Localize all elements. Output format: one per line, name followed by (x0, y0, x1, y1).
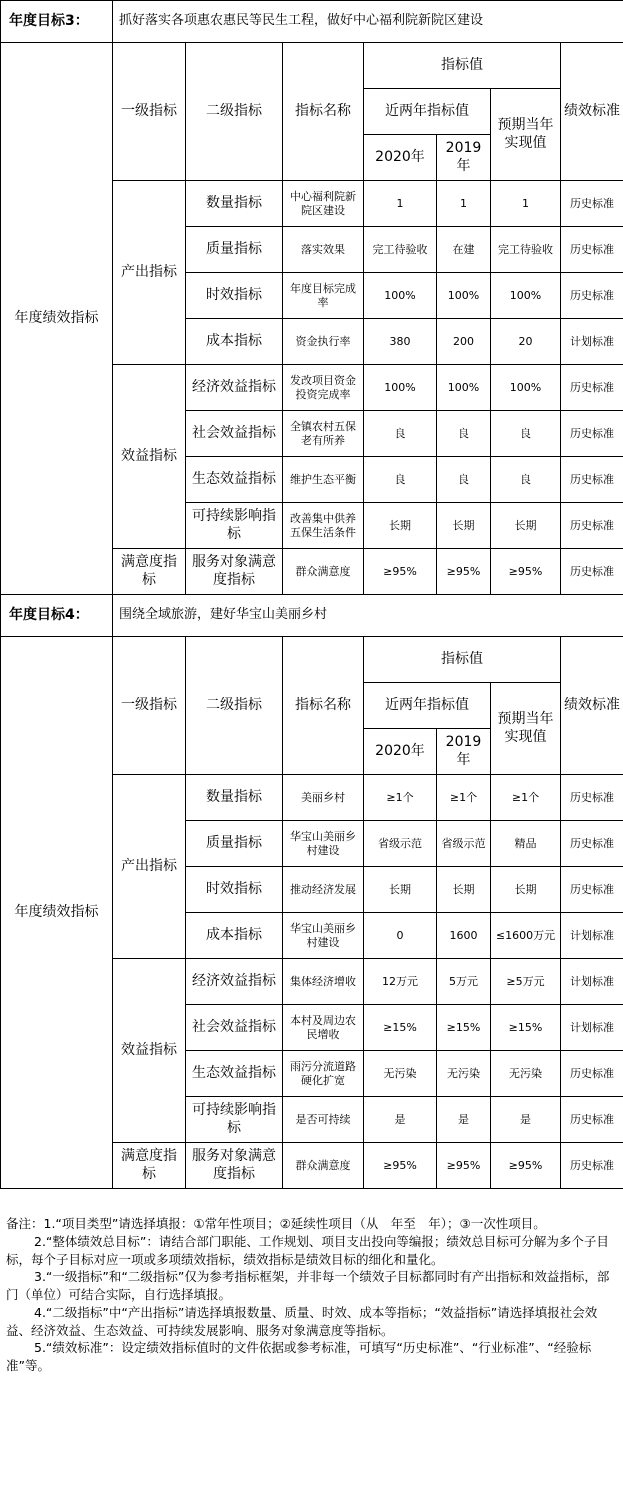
value-2019-cell: 在建 (437, 227, 491, 273)
expected-value-cell: 精品 (491, 821, 561, 867)
header-level1: 一级指标 (113, 43, 186, 181)
level2-cell: 可持续影响指标 (186, 503, 283, 549)
metric-name-cell: 华宝山美丽乡村建设 (283, 821, 364, 867)
value-2020-cell: 是 (364, 1097, 437, 1143)
metric-name-cell: 年度目标完成率 (283, 273, 364, 319)
value-2020-cell: ≥95% (364, 549, 437, 595)
expected-value-cell: 20 (491, 319, 561, 365)
standard-cell: 历史标准 (561, 457, 623, 503)
note-3: 3.“一级指标”和“二级指标”仅为参考指标框架，并非每一个绩效子目标都同时有产出指标和效益指标，部门（单位）可结合实际，自行选择填报。 (6, 1269, 610, 1302)
expected-value-cell: 长期 (491, 503, 561, 549)
value-2019-cell: 良 (437, 411, 491, 457)
value-2019-cell: ≥15% (437, 1005, 491, 1051)
standard-cell: 历史标准 (561, 549, 623, 595)
value-2020-cell: 长期 (364, 503, 437, 549)
level2-cell: 成本指标 (186, 913, 283, 959)
value-2020-cell: 长期 (364, 867, 437, 913)
expected-value-cell: 良 (491, 411, 561, 457)
standard-cell: 计划标准 (561, 913, 623, 959)
header-row (1, 637, 623, 683)
standard-cell: 历史标准 (561, 365, 623, 411)
metric-name-cell: 改善集中供养五保生活条件 (283, 503, 364, 549)
goal-label: 年度目标3： (1, 1, 113, 43)
header-recent-two-years: 近两年指标值 (364, 89, 491, 135)
header-indicator-value: 指标值 (364, 43, 561, 89)
value-2019-cell: 100% (437, 273, 491, 319)
level2-cell: 服务对象满意度指标 (186, 549, 283, 595)
note-2: 2.“整体绩效总目标”：请结合部门职能、工作规划、项目支出投向等编报；绩效总目标可分解为多个子目标，每个子目标对应一项或多项绩效指标，绩效指标是绩效目标的细化和量化。 (6, 1233, 609, 1267)
expected-value-cell: 100% (491, 365, 561, 411)
level2-cell: 生态效益指标 (186, 1051, 283, 1097)
section-label: 年度绩效指标 (1, 43, 113, 595)
header-level1: 一级指标 (113, 637, 186, 775)
note-5: 5.“绩效标准”：设定绩效指标值时的文件依据或参考标准，可填写“历史标准”、“行业标准”、“经验标准”等。 (6, 1340, 592, 1373)
metric-name-cell: 华宝山美丽乡村建设 (283, 913, 364, 959)
value-2019-cell: 无污染 (437, 1051, 491, 1097)
level2-cell: 数量指标 (186, 775, 283, 821)
expected-value-cell: 良 (491, 457, 561, 503)
metric-name-cell: 维护生态平衡 (283, 457, 364, 503)
standard-cell: 历史标准 (561, 1051, 623, 1097)
metric-name-cell: 群众满意度 (283, 549, 364, 595)
value-2020-cell: 无污染 (364, 1051, 437, 1097)
header-expected: 预期当年实现值 (491, 683, 561, 775)
expected-value-cell: ≤1600万元 (491, 913, 561, 959)
header-metric-name: 指标名称 (283, 637, 364, 775)
standard-cell: 历史标准 (561, 1097, 623, 1143)
header-recent-two-years: 近两年指标值 (364, 683, 491, 729)
goal-row (1, 595, 623, 637)
level2-cell: 经济效益指标 (186, 959, 283, 1005)
level2-cell: 社会效益指标 (186, 1005, 283, 1051)
value-2019-cell: 长期 (437, 503, 491, 549)
expected-value-cell: 长期 (491, 867, 561, 913)
header-standard: 绩效标准 (561, 43, 623, 181)
expected-value-cell: 1 (491, 181, 561, 227)
standard-cell: 历史标准 (561, 411, 623, 457)
expected-value-cell: 100% (491, 273, 561, 319)
metric-name-cell: 资金执行率 (283, 319, 364, 365)
value-2020-cell: 1 (364, 181, 437, 227)
standard-cell: 计划标准 (561, 959, 623, 1005)
level2-cell: 生态效益指标 (186, 457, 283, 503)
header-row (1, 43, 623, 89)
level2-cell: 服务对象满意度指标 (186, 1143, 283, 1189)
header-level2: 二级指标 (186, 637, 283, 775)
goal-text: 抓好落实各项惠农惠民等民生工程，做好中心福利院新院区建设 (113, 1, 623, 43)
value-2019-cell: ≥95% (437, 1143, 491, 1189)
value-2020-cell: 100% (364, 365, 437, 411)
standard-cell: 历史标准 (561, 503, 623, 549)
level1-cell: 满意度指标 (113, 1143, 186, 1189)
value-2020-cell: ≥1个 (364, 775, 437, 821)
value-2020-cell: 良 (364, 457, 437, 503)
value-2020-cell: 12万元 (364, 959, 437, 1005)
metric-name-cell: 集体经济增收 (283, 959, 364, 1005)
value-2020-cell: 省级示范 (364, 821, 437, 867)
header-standard: 绩效标准 (561, 637, 623, 775)
header-year-2019: 2019年 (437, 135, 491, 181)
level2-cell: 时效指标 (186, 867, 283, 913)
level2-cell: 经济效益指标 (186, 365, 283, 411)
metric-name-cell: 推动经济发展 (283, 867, 364, 913)
metric-name-cell: 雨污分流道路硬化扩宽 (283, 1051, 364, 1097)
level2-cell: 质量指标 (186, 821, 283, 867)
value-2020-cell: 100% (364, 273, 437, 319)
note-4: 4.“二级指标”中“产出指标”请选择填报数量、质量、时效、成本等指标；“效益指标”请选择填报社会效益、经济效益、生态效益、可持续发展影响、服务对象满意度等指标。 (6, 1304, 598, 1338)
metric-name-cell: 是否可持续 (283, 1097, 364, 1143)
header-metric-name: 指标名称 (283, 43, 364, 181)
metric-name-cell: 本村及周边农民增收 (283, 1005, 364, 1051)
standard-cell: 历史标准 (561, 1143, 623, 1189)
note-1: 备注：1.“项目类型”请选择填报：①常年性项目；②延续性项目（从 年至 年）；③一次性项目。 (6, 1216, 546, 1231)
value-2020-cell: ≥15% (364, 1005, 437, 1051)
value-2020-cell: 0 (364, 913, 437, 959)
metric-name-cell: 全镇农村五保老有所养 (283, 411, 364, 457)
expected-value-cell: ≥95% (491, 1143, 561, 1189)
value-2019-cell: ≥1个 (437, 775, 491, 821)
value-2019-cell: 1 (437, 181, 491, 227)
standard-cell: 计划标准 (561, 319, 623, 365)
expected-value-cell: ≥5万元 (491, 959, 561, 1005)
metric-name-cell: 发改项目资金投资完成率 (283, 365, 364, 411)
level1-cell: 效益指标 (113, 959, 186, 1143)
notes-section (0, 1189, 623, 1375)
level2-cell: 数量指标 (186, 181, 283, 227)
expected-value-cell: 无污染 (491, 1051, 561, 1097)
metric-name-cell: 美丽乡村 (283, 775, 364, 821)
standard-cell: 历史标准 (561, 273, 623, 319)
value-2019-cell: 是 (437, 1097, 491, 1143)
value-2020-cell: 380 (364, 319, 437, 365)
level2-cell: 社会效益指标 (186, 411, 283, 457)
level1-cell: 产出指标 (113, 181, 186, 365)
level2-cell: 时效指标 (186, 273, 283, 319)
section-label: 年度绩效指标 (1, 637, 113, 1189)
level1-cell: 产出指标 (113, 775, 186, 959)
value-2020-cell: 完工待验收 (364, 227, 437, 273)
value-2019-cell: 省级示范 (437, 821, 491, 867)
level2-cell: 质量指标 (186, 227, 283, 273)
header-indicator-value: 指标值 (364, 637, 561, 683)
value-2019-cell: 100% (437, 365, 491, 411)
header-year-2019: 2019年 (437, 729, 491, 775)
header-level2: 二级指标 (186, 43, 283, 181)
value-2019-cell: 长期 (437, 867, 491, 913)
goal-row (1, 1, 623, 43)
expected-value-cell: ≥95% (491, 549, 561, 595)
goal-label: 年度目标4： (1, 595, 113, 637)
standard-cell: 历史标准 (561, 775, 623, 821)
level1-cell: 满意度指标 (113, 549, 186, 595)
standard-cell: 计划标准 (561, 1005, 623, 1051)
metric-name-cell: 群众满意度 (283, 1143, 364, 1189)
level1-cell: 效益指标 (113, 365, 186, 549)
standard-cell: 历史标准 (561, 821, 623, 867)
level2-cell: 可持续影响指标 (186, 1097, 283, 1143)
standard-cell: 历史标准 (561, 867, 623, 913)
value-2020-cell: 良 (364, 411, 437, 457)
metric-name-cell: 中心福利院新院区建设 (283, 181, 364, 227)
expected-value-cell: 是 (491, 1097, 561, 1143)
metric-name-cell: 落实效果 (283, 227, 364, 273)
value-2019-cell: 良 (437, 457, 491, 503)
header-expected: 预期当年实现值 (491, 89, 561, 181)
value-2019-cell: 5万元 (437, 959, 491, 1005)
level2-cell: 成本指标 (186, 319, 283, 365)
expected-value-cell: ≥15% (491, 1005, 561, 1051)
expected-value-cell: 完工待验收 (491, 227, 561, 273)
header-year-2020: 2020年 (364, 729, 437, 775)
value-2019-cell: 200 (437, 319, 491, 365)
standard-cell: 历史标准 (561, 227, 623, 273)
value-2019-cell: ≥95% (437, 549, 491, 595)
standard-cell: 历史标准 (561, 181, 623, 227)
expected-value-cell: ≥1个 (491, 775, 561, 821)
header-year-2020: 2020年 (364, 135, 437, 181)
goal-text: 围绕全域旅游，建好华宝山美丽乡村 (113, 595, 623, 637)
value-2019-cell: 1600 (437, 913, 491, 959)
value-2020-cell: ≥95% (364, 1143, 437, 1189)
